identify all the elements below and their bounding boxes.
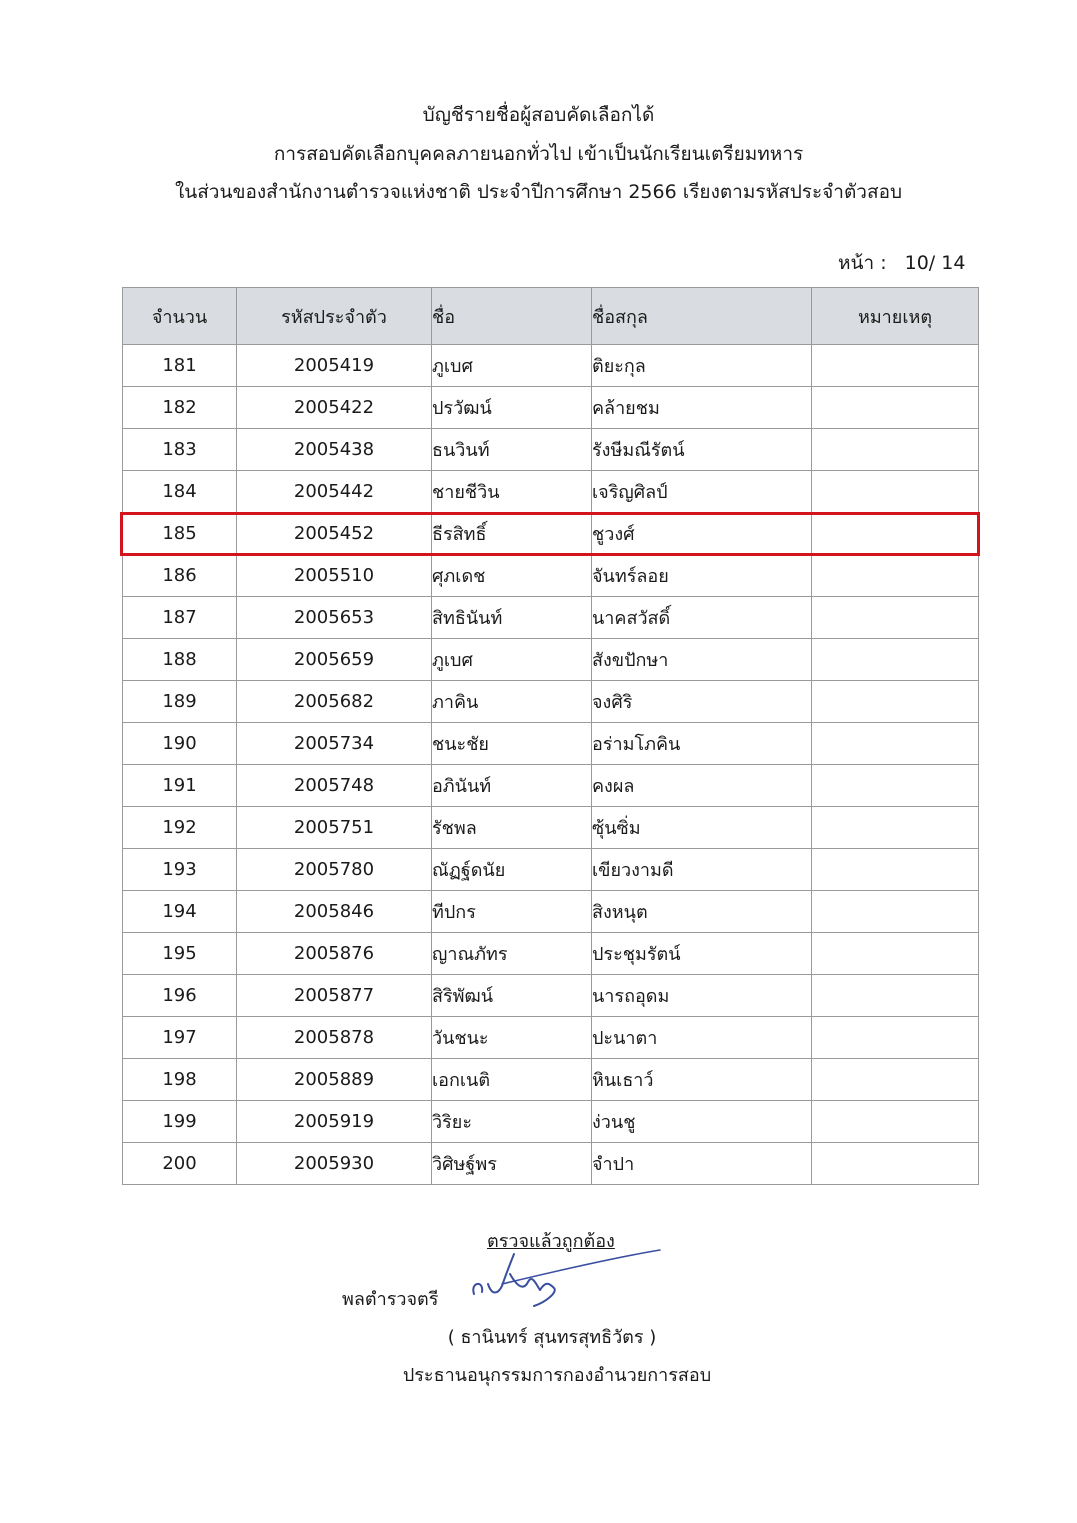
table-row	[123, 471, 979, 513]
cell-note	[812, 1017, 979, 1059]
cell-id: 2005877	[237, 975, 432, 1017]
cell-name: วิริยะ	[432, 1101, 592, 1143]
verified-label: ตรวจแล้วถูกต้อง	[487, 1231, 615, 1252]
cell-name: ภูเบศ	[432, 639, 592, 681]
col-header-id: รหัสประจำตัว	[237, 288, 432, 345]
cell-note	[812, 555, 979, 597]
cell-surname: หินเธาว์	[592, 1059, 812, 1101]
cell-name: รัชพล	[432, 807, 592, 849]
cell-note	[812, 345, 979, 387]
cell-no: 187	[123, 597, 237, 639]
cell-name: ทีปกร	[432, 891, 592, 933]
col-header-name: ชื่อ	[432, 288, 592, 345]
cell-note	[812, 765, 979, 807]
cell-name: สิริพัฒน์	[432, 975, 592, 1017]
document-subtitle: การสอบคัดเลือกบุคคลภายนอกทั่วไป เข้าเป็นนักเรียนเตรียมทหาร	[273, 143, 804, 165]
table-row	[123, 513, 979, 555]
table-row	[123, 1059, 979, 1101]
cell-name: ธนวินท์	[432, 429, 592, 471]
table-row	[123, 597, 979, 639]
cell-id: 2005751	[237, 807, 432, 849]
table-header-row	[123, 288, 979, 345]
document-subtitle-2: ในส่วนของสำนักงานตำรวจแห่งชาติ ประจำปีการศึกษา 2566 เรียงตามรหัสประจำตัวสอบ	[174, 181, 903, 203]
cell-id: 2005452	[237, 513, 432, 555]
cell-name: ณัฏฐ์ดนัย	[432, 849, 592, 891]
cell-id: 2005438	[237, 429, 432, 471]
table-row	[123, 1101, 979, 1143]
cell-name: ชายชีวิน	[432, 471, 592, 513]
cell-surname: สิงหนุต	[592, 891, 812, 933]
table-row	[123, 933, 979, 975]
cell-id: 2005930	[237, 1143, 432, 1185]
cell-no: 197	[123, 1017, 237, 1059]
cell-note	[812, 471, 979, 513]
cell-note	[812, 849, 979, 891]
cell-no: 190	[123, 723, 237, 765]
cell-surname: จำปา	[592, 1143, 812, 1185]
cell-no: 185	[123, 513, 237, 555]
table-body	[123, 345, 979, 1185]
cell-no: 198	[123, 1059, 237, 1101]
cell-note	[812, 513, 979, 555]
table-row	[123, 681, 979, 723]
cell-surname: เขียวงามดี	[592, 849, 812, 891]
cell-surname: ปะนาตา	[592, 1017, 812, 1059]
table-row	[123, 639, 979, 681]
cell-surname: ชูวงศ์	[592, 513, 812, 555]
cell-surname: จงศิริ	[592, 681, 812, 723]
cell-no: 184	[123, 471, 237, 513]
cell-id: 2005889	[237, 1059, 432, 1101]
cell-no: 188	[123, 639, 237, 681]
table-row	[123, 765, 979, 807]
cell-name: วันชนะ	[432, 1017, 592, 1059]
cell-surname: สังขปักษา	[592, 639, 812, 681]
cell-name: ปรวัฒน์	[432, 387, 592, 429]
col-header-note: หมายเหตุ	[812, 288, 979, 345]
signer-rank: พลตำรวจตรี	[342, 1289, 439, 1310]
cell-id: 2005422	[237, 387, 432, 429]
cell-id: 2005442	[237, 471, 432, 513]
cell-name: เอกเนติ	[432, 1059, 592, 1101]
cell-note	[812, 387, 979, 429]
table-row	[123, 975, 979, 1017]
table-row	[123, 807, 979, 849]
cell-no: 195	[123, 933, 237, 975]
cell-surname: นารถอุดม	[592, 975, 812, 1017]
cell-no: 182	[123, 387, 237, 429]
cell-id: 2005659	[237, 639, 432, 681]
cell-note	[812, 933, 979, 975]
cell-surname: รังษีมณีรัตน์	[592, 429, 812, 471]
cell-note	[812, 1143, 979, 1185]
table-row	[123, 387, 979, 429]
cell-name: ภาคิน	[432, 681, 592, 723]
handwritten-signature	[462, 1244, 662, 1314]
cell-note	[812, 1101, 979, 1143]
cell-name: ศุภเดช	[432, 555, 592, 597]
cell-id: 2005748	[237, 765, 432, 807]
cell-name: วิศิษฐ์พร	[432, 1143, 592, 1185]
table-row	[123, 345, 979, 387]
cell-id: 2005510	[237, 555, 432, 597]
cell-note	[812, 1059, 979, 1101]
table-row	[123, 891, 979, 933]
table-row	[123, 1017, 979, 1059]
cell-name: ภูเบศ	[432, 345, 592, 387]
cell-no: 196	[123, 975, 237, 1017]
results-table	[122, 287, 979, 1185]
cell-surname: ซุ้นซิ่ม	[592, 807, 812, 849]
cell-surname: ประชุมรัตน์	[592, 933, 812, 975]
signer-position: ประธานอนุกรรมการกองอำนวยการสอบ	[402, 1365, 712, 1386]
cell-name: ชนะชัย	[432, 723, 592, 765]
cell-name: อภินันท์	[432, 765, 592, 807]
cell-surname: เจริญศิลป์	[592, 471, 812, 513]
document-title: บัญชีรายชื่อผู้สอบคัดเลือกได้	[422, 104, 655, 126]
cell-note	[812, 891, 979, 933]
cell-no: 186	[123, 555, 237, 597]
cell-name: ญาณภัทร	[432, 933, 592, 975]
cell-surname: คล้ายชม	[592, 387, 812, 429]
page-value: 10/ 14	[904, 252, 966, 274]
table-row	[123, 555, 979, 597]
table-row	[123, 1143, 979, 1185]
cell-note	[812, 723, 979, 765]
cell-surname: จันทร์ลอย	[592, 555, 812, 597]
cell-no: 194	[123, 891, 237, 933]
cell-surname: นาคสวัสดิ์	[592, 597, 812, 639]
signer-name: ( ธานินทร์ สุนทรสุทธิวัตร )	[447, 1327, 657, 1348]
cell-id: 2005780	[237, 849, 432, 891]
cell-no: 200	[123, 1143, 237, 1185]
col-header-no: จำนวน	[123, 288, 237, 345]
page-label: หน้า :	[838, 252, 887, 274]
cell-id: 2005682	[237, 681, 432, 723]
table-row	[123, 849, 979, 891]
cell-note	[812, 681, 979, 723]
cell-note	[812, 975, 979, 1017]
page-number	[838, 248, 965, 278]
cell-no: 189	[123, 681, 237, 723]
cell-id: 2005734	[237, 723, 432, 765]
cell-no: 191	[123, 765, 237, 807]
cell-no: 193	[123, 849, 237, 891]
cell-id: 2005419	[237, 345, 432, 387]
cell-note	[812, 807, 979, 849]
cell-surname: ติยะกุล	[592, 345, 812, 387]
cell-no: 192	[123, 807, 237, 849]
table-row	[123, 429, 979, 471]
cell-name: สิทธินันท์	[432, 597, 592, 639]
cell-id: 2005876	[237, 933, 432, 975]
cell-name: ธีรสิทธิ์	[432, 513, 592, 555]
cell-note	[812, 597, 979, 639]
cell-surname: ง่วนชู	[592, 1101, 812, 1143]
cell-note	[812, 639, 979, 681]
cell-no: 199	[123, 1101, 237, 1143]
cell-surname: คงผล	[592, 765, 812, 807]
cell-note	[812, 429, 979, 471]
cell-id: 2005878	[237, 1017, 432, 1059]
table-row	[123, 723, 979, 765]
cell-no: 183	[123, 429, 237, 471]
cell-id: 2005846	[237, 891, 432, 933]
cell-surname: อร่ามโภคิน	[592, 723, 812, 765]
col-header-surname: ชื่อสกุล	[592, 288, 812, 345]
cell-no: 181	[123, 345, 237, 387]
cell-id: 2005919	[237, 1101, 432, 1143]
cell-id: 2005653	[237, 597, 432, 639]
